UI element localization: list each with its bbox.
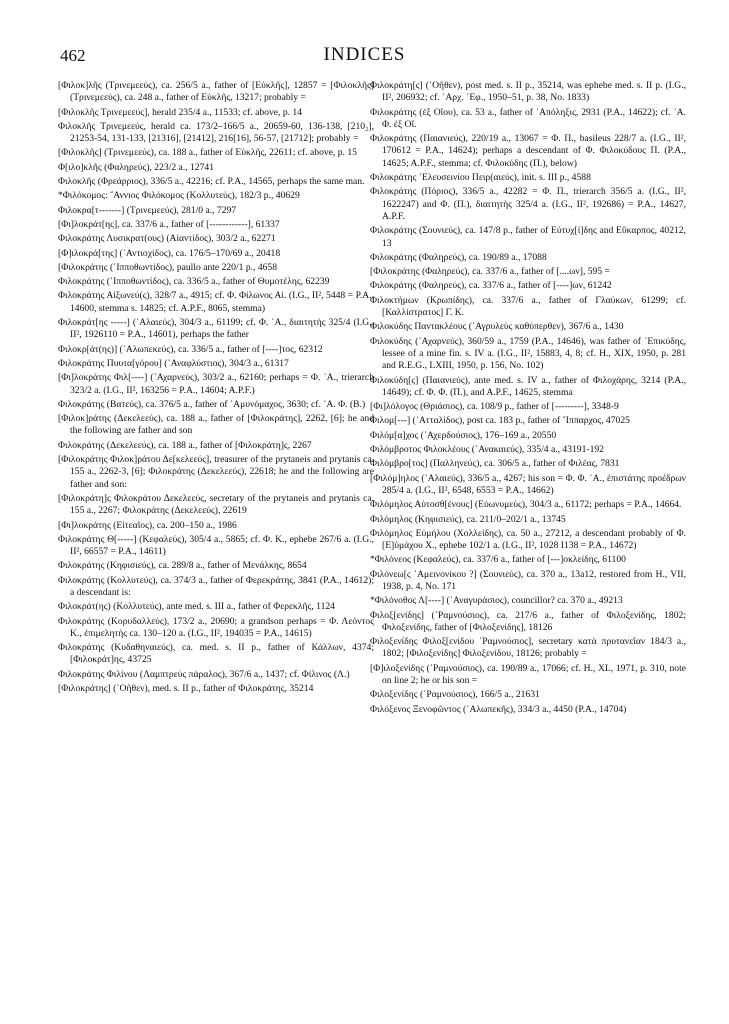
index-entry: Φιλοκύδη[ς] (Παιανιεύς), ante med. s. IV a., father of Φιλοχάρης, 3214 (P.A., 14649); cf. Φ. Φ. (Π.), and A.P.F., 14625, stemma xyxy=(370,374,686,398)
index-entry: Φιλοκράτης (Δεκελεεύς), ca. 188 a., father of [Φιλοκράτη]ς, 2267 xyxy=(58,439,312,451)
index-entry: Φιλοκράτης (Κυδαθηναιεύς), ca. med. s. II p., father of Κάλλων, 4374; [Φιλοκράτ]ης, 43725 xyxy=(58,642,374,666)
index-entry: Φιλοκράτη[ς] (᾿Οῆθεν), post med. s. II p., 35214, was ephebe med. s. II p. (I.G., II², 206932; cf. ᾿Αρχ. ᾿Εφ., 1950–51, p. 38, No. 1833) xyxy=(370,80,686,104)
index-entry: Φιλοκλῆς (Φρεάρριος), 336/5 a., 42216; cf. P.A., 14565, perhaps the same man. xyxy=(58,176,365,188)
index-entry: [Φιλοκράτης (῾Ιπποθωντίδος), paullo ante 220/1 p., 4658 xyxy=(58,261,278,273)
right-column xyxy=(370,80,686,718)
index-entry: Φιλοκράτης Λυσικρατ(ους) (Αἰαντίδος), 303/2 a., 62271 xyxy=(58,233,276,245)
index-entry: Φιλοκράτης (Βατεύς), ca. 376/5 a., father of ᾿Αμυνόμαχος, 3630; cf. ᾿Α. Φ. (Β.) xyxy=(58,398,366,410)
index-entry: [Φιλοκράτης Φιλοκ]ράτου Δε[κελεεύς], treasurer of the prytaneis and prytanis ca. 155 a., 2262-3, [6]; Φιλοκράτης (Δεκελεεύς), 22618; he and the following are father and son: xyxy=(58,454,374,490)
index-entry: [Φιλοκλῆς] (Τρινεμεεύς), ca. 188 a., father of Εὐκλῆς, 22611; cf. above, p. 15 xyxy=(58,147,357,159)
running-title: INDICES xyxy=(323,44,406,65)
index-entry: Φιλοκύδης (᾿Αχαρνεύς), 360/59 a., 1759 (P.A., 14646), was father of ᾿Επικύδης, lessee of a mine fin. s. IV a. (I.G., II², 15883, 4, 8; cf. H., XIX, 1950, p. 281 and R.E.G., LXIII, 1950, p. 156, No. 102) xyxy=(370,335,686,372)
index-entry: Φιλοκύδης Παντακλέους (᾿Αγρυλεὺς καθύπερθεν), 367/6 a., 1430 xyxy=(370,321,624,333)
index-entry: [Φ]ιλοκρά[της] (᾿Αντιοχίδος), ca. 176/5–170/69 a., 20418 xyxy=(58,247,281,259)
index-entry: Φιλοξενίδης (῾Ραμνούσιος), 166/5 a., 21631 xyxy=(370,689,540,701)
index-entry: Φιλόμβρο[τος] (Παλληνεύς), ca. 306/5 a., father of Φιλέας, 7831 xyxy=(370,458,620,470)
index-entry: Φιλοκράτης (ἐξ Οἴου), ca. 53 a., father of ᾿Απόληξις, 2931 (P.A., 14622); cf. ᾿Α. Φ. ἐξ Οἴ. xyxy=(370,106,686,130)
index-entry: Φιλοκλῆς Τρινεμεεύς, herald ca. 173/2–166/5 a., 20659-60, 136-138, [210₂], 21253-54, 131-133, [21316], [21412], 216[16], 56-57, [21712]; probably = xyxy=(58,120,374,145)
index-entry: Φιλοκράτης Αἰξωνεύ(ς), 328/7 a., 4915; cf. Φ. Φίλωνος Αἰ. (I.G., II², 5448 = P.A., 14600, stemma s. 14825; cf. A.P.F., 8065, stemma) xyxy=(58,290,374,314)
index-entry: Φιλοκρα[τ-------] (Τρινεμεεύς), 281/0 a., 7297 xyxy=(58,204,237,216)
index-entry: Φιλοκράτ(ης) (Κολλυτεύς), ante med. s. III a., father of Φερεκλῆς, 1124 xyxy=(58,601,335,613)
index-entry: Φιλοκράτης (Κορυδαλλεύς), 173/2 a., 20690; a grandson perhaps = Φ. Λεόντος Κ., ἐπιμελητὴς ca. 130–120 a. (I.G., II², 194035 = P.A., 14615) xyxy=(58,615,374,639)
index-entry: Φιλοκτήμων (Κρωπίδης), ca. 337/6 a., father of Γλαύκων, 61299; cf. [Καλλίστρατος] Γ. Κ. xyxy=(370,294,686,319)
index-entry: Φιλόμ[α]χος (᾿Αχερδούσιος), 176–169 a., 20550 xyxy=(370,429,557,441)
index-entry: Φιλοκράτης (Παιανιεύς), 220/19 a., 13067 = Φ. Π., basileus 228/7 a. (I.G., II², 170612 = P.A., 14624); perhaps a descendant of Φ. Φιλοκύδους Π. (P.A., 14625; A.P.F., stemma; cf. Φιλοκύδης (Π.), below) xyxy=(370,133,686,169)
index-entry: Φιλοκράτης (Πόριος), 336/5 a., 42282 = Φ. Π., trierarch 356/5 a. (I.G., II², 1622247) and Φ. (Π.), διαιτητὴς 325/4 a. (I.G., II², 192686) = P.A., 14627, A.P.F. xyxy=(370,186,686,222)
index-entry: Φιλοκράτης (Φαληρεύς), ca. 337/6 a., father of [----]ων, 61242 xyxy=(370,280,612,292)
index-entry: [Φι]λοκράτ[ης], ca. 337/6 a., father of [------------], 61337 xyxy=(58,218,280,230)
index-entry: Φιλοκράτης Πυυτα[γόρου] (᾿Αναφλύστιος), 304/3 a., 61317 xyxy=(58,357,289,369)
index-entry: Φιλοκράτης (Κολλυτεύς), ca. 374/3 a., father of Φερεκράτης, 3841 (P.A., 14612); a descendant is: xyxy=(58,574,374,598)
index-entry: [Φιλοκράτη]ς Φιλοκράτου Δεκελεεύς, secretary of the prytaneis and prytanis ca. 155 a., 2267; Φιλοκράτης (Δεκελεεύς), 22619 xyxy=(58,492,374,517)
index-entry: Φιλοκράτης (Σουνιεύς), ca. 147/8 p., father of Εὐτυχ[ί]δης and Εὔκαρπος, 40212, 13 xyxy=(370,225,686,249)
index-entry: Φιλοκρ[άτ(ης)] (᾿Αλωπεκεύς), ca. 336/5 a., father of [----]τος, 62312 xyxy=(58,343,323,355)
index-entry: *Φιλόκομος: ῎Αννιος Φιλόκομος (Κολλυτεύς), 182/3 p., 40629 xyxy=(58,190,300,202)
index-entry: Φιλόξενος Ξενοφῶντος (᾿Αλωπεκῆς), 334/3 a., 4450 (P.A., 14704) xyxy=(370,703,627,715)
index-entry: [Φιλοκ]λῆς (Τρινεμεεύς), ca. 256/5 a., father of [Εὐκλῆς], 12857 = [Φιλοκλῆς] (Τρινεμεεύς), ca. 248 a., father of Εὐκλῆς, 13217; probably = xyxy=(58,80,374,104)
index-entry: Φιλοκράτης Φιλίνου (Λαμπτρεὺς πάραλος), 367/6 a., 1437; cf. Φίλινος (Λ.) xyxy=(58,668,350,680)
index-entry: Φ[ιλο]κλῆς (Φαληρεύς), 223/2 a., 12741 xyxy=(58,161,214,173)
index-entry: *Φιλόνοθος Λ[----] (᾿Αναγυράσιος), councillor? ca. 370 a., 49213 xyxy=(370,595,623,607)
left-column xyxy=(58,80,374,697)
index-entry: [Φι]λοκράτης Φιλ[----] (᾿Αχαρνεύς), 303/2 a., 62160; perhaps = Φ. ᾿Α., trierarch 323/2 a. (I.G., II², 163256 = P.A., 14604; A.P.F.) xyxy=(58,372,374,396)
index-entry: Φιλοκράτης (῾Ιπποθωντίδος), ca. 336/5 a., father of Θυμοτέλης, 62239 xyxy=(58,276,330,288)
index-entry: *Φιλόνεος (Κεφαλεύς), ca. 337/6 a., father of [---]οκλείδης, 61100 xyxy=(370,554,626,566)
index-entry: Φιλόνεω[ς ᾿Αμεινονίκου ?] (Σουνιεύς), ca. 370 a., 13a12, restored from H., VII, 1938, p. 4, No. 171 xyxy=(370,568,686,592)
index-entry: Φιλόμηλος Αὐτοσθ[ένους] (Εὐωνυμεύς), 304/3 a., 61172; perhaps = P.A., 14664. xyxy=(370,499,682,511)
page-number: 462 xyxy=(60,46,86,65)
index-entry: Φιλοκράτης ᾿Ελευσεινίου Πειρ(αιεύς), init. s. III p., 4588 xyxy=(370,172,591,184)
index-entry: [Φι]λόλογος (Θριάσιος), ca. 108/9 p., father of [---------], 3348-9 xyxy=(370,401,619,413)
index-entry: [Φιλοκράτης] (᾿Οῆθεν), med. s. II p., father of Φιλοκράτης, 35214 xyxy=(58,683,314,695)
index-entry: Φιλοκράτης Θ[-----] (Κεφαλεύς), 305/4 a., 5865; cf. Φ. Κ., ephebe 267/6 a. (I.G., II², 66557 = P.A., 14611) xyxy=(58,533,374,558)
index-entry: Φιλοκράτης (Κηφισιεύς), ca. 289/8 a., father of Μενάλκης, 8654 xyxy=(58,560,307,572)
index-entry: Φιλοκράτ[ης -----] (᾿Αλαιεύς), 304/3 a., 61199; cf. Φ. ᾿Α., διαιτητὴς 325/4 (I.G., II², 1926110 = P.A., 14601), perhaps the father xyxy=(58,317,374,341)
index-entry: Φιλοξ[ενίδης] (῾Ραμνούσιος), ca. 217/6 a., father of Φιλοξενίδης, 1802; Φιλοξενίδης, father of [Φιλοξενίδης], 18126 xyxy=(370,609,686,633)
index-entry: [Φιλοκ]ράτης (Δεκελεεύς), ca. 188 a., father of [Φιλοκράτης], 2262, [6]; he and the following are father and son xyxy=(58,413,374,437)
index-entry: Φιλόμηλος Εὐμήλου (Χολλείδης), ca. 50 a., 27212, a descendant probably of Φ. [Ε]ὐμάχου Χ., ephebe 102/1 a. (I.G., II², 1028 I138 = P.A., 14672) xyxy=(370,527,686,552)
index-entry: [Φ]ιλοξενίδης (῾Ραμνούσιος), ca. 190/89 a., 17066; cf. H., XL, 1971, p. 310, note on line 2; he or his son = xyxy=(370,662,686,687)
index-entry: [Φι]λοκράτης (Εἰτεαῖος), ca. 200–150 a., 1986 xyxy=(58,519,237,531)
index-entry: [Φιλοκλῆς Τρινεμεεύς], herald 235/4 a., 11533; cf. above, p. 14 xyxy=(58,106,303,118)
index-entry: [Φιλόμ]ηλος (᾿Αλαιεύς), 336/5 a., 4267; his son = Φ. Φ. ᾿Α., ἐπιστάτης προέδρων 285/4 a. (I.G., II², 6548, 6553 = P.A., 14662) xyxy=(370,472,686,496)
index-entry: [Φιλοκράτης (Φαληρεύς), ca. 337/6 a., father of [....ων], 595 = xyxy=(370,266,610,278)
index-entry: Φιλομ[---] (᾿Ατταλίδος), post ca. 183 p., father of ῞Ιππαρχος, 47025 xyxy=(370,415,630,427)
index-entry: Φιλοξενίδης Φιλοξ[ενίδου ῾Ραμνούσιος], secretary κατὰ πρυτανεῖαν 184/3 a., 1802; [Φιλοξενίδης] Φιλοξενίδου, 18126; probably = xyxy=(370,636,686,660)
index-entry: Φιλόμβροτος Φιλοκλέους (᾿Ανακαιεύς), 335/4 a., 43191-192 xyxy=(370,444,604,456)
index-entry: Φιλοκράτης (Φαληρεύς), ca. 190/89 a., 17088 xyxy=(370,251,547,263)
index-entry: Φιλόμηλος (Κηφισιεύς), ca. 211/0–202/1 a., 13745 xyxy=(370,513,566,525)
